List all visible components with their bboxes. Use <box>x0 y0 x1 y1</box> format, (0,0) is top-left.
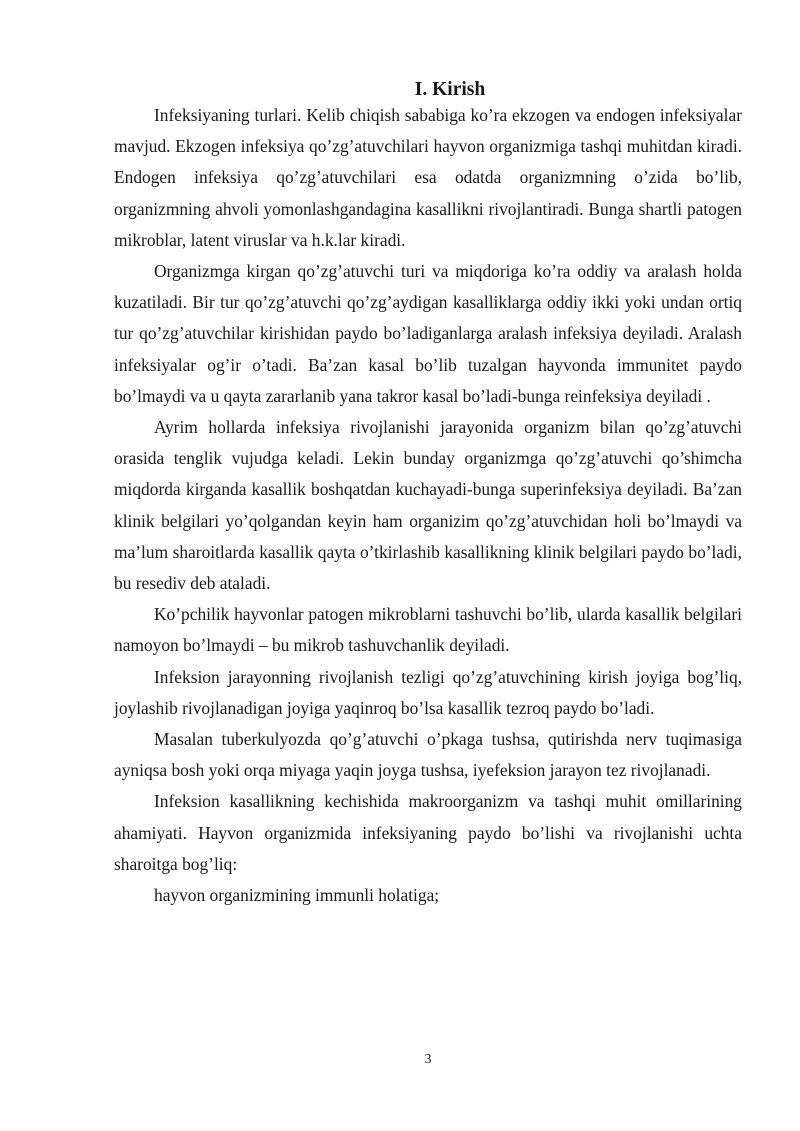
section-title: I. Kirish <box>414 79 486 100</box>
paragraph: Ko’pchilik hayvonlar patogen mikroblarni tashuvchi bo’lib, ularda kasallik belgilari namoyon bo’lmaydi – bu mikrob tashuvchanlik deyiladi. <box>114 604 742 656</box>
paragraph: Organizmga kirgan qo’zg’atuvchi turi va miqdoriga ko’ra oddiy va aralash holda kuzatiladi. Bir tur qo’zg’atuvchi qo’zg’aydigan kasalliklarga oddiy ikki yoki undan ortiq tur qo’zg’atuvchilar kirishidan paydo bo’ladiganlarga aralash infeksiya deyiladi. Aralash infeksiyalar og’ir o’tadi. Ba’zan kasal bo’lib tuzalgan hayvonda immunitet paydo bo’lmaydi va u qayta zararlanib yana takror kasal bo’ladi-bunga reinfeksiya deyiladi . <box>114 261 742 406</box>
paragraph: Infeksion kasallikning kechishida makroorganizm va tashqi muhit omillarining ahamiyati. Hayvon organizmida infeksiyaning paydo bo’lishi va rivojlanishi uchta sharoitga bog’liq: <box>114 791 742 874</box>
paragraph: Infeksiyaning turlari. Kelib chiqish sababiga ko’ra ekzogen va endogen infeksiyalar mavjud. Ekzogen infeksiya qo’zg’atuvchilari hayvon organizmiga tashqi muhitdan kiradi. Endogen infeksiya qo’zg’atuvchilari esa odatda organizmning o’zida bo’lib, organizmning ahvoli yomonlashgandagina kasallikni rivojlantiradi. Bunga shartli patogen mikroblar, latent viruslar va h.k.lar kiradi. <box>114 105 742 250</box>
body-text <box>114 100 742 911</box>
paragraph: hayvon organizmining immunli holatiga; <box>154 885 440 906</box>
paragraph: Masalan tuberkulyozda qo’g’atuvchi o’pkaga tushsa, qutirishda nerv tuqimasiga ayniqsa bosh yoki orqa miyaga yaqin joyga tushsa, iyefeksion jarayon tez rivojlanadi. <box>114 729 742 781</box>
page-number: 3 <box>424 1052 432 1067</box>
paragraph: Infeksion jarayonning rivojlanish tezligi qo’zg’atuvchining kirish joyiga bog’liq, joylashib rivojlanadigan joyiga yaqinroq bo’lsa kasallik tezroq paydo bo’ladi. <box>114 666 742 718</box>
paragraph: Ayrim hollarda infeksiya rivojlanishi jarayonida organizm bilan qo’zg’atuvchi orasida tenglik vujudga keladi. Lekin bunday organizmga qo’zg’atuvchi qo’shimcha miqdorda kirganda kasallik boshqatdan kuchayadi-bunga superinfeksiya deyiladi. Ba’zan klinik belgilari yo’qolgandan keyin ham organizim qo’zg’atuvchidan holi bo’lmaydi va ma’lum sharoitlarda kasallik qayta o’tkirlashib kasallikning klinik belgilari paydo bo’ladi, bu resediv deb ataladi. <box>114 417 742 594</box>
